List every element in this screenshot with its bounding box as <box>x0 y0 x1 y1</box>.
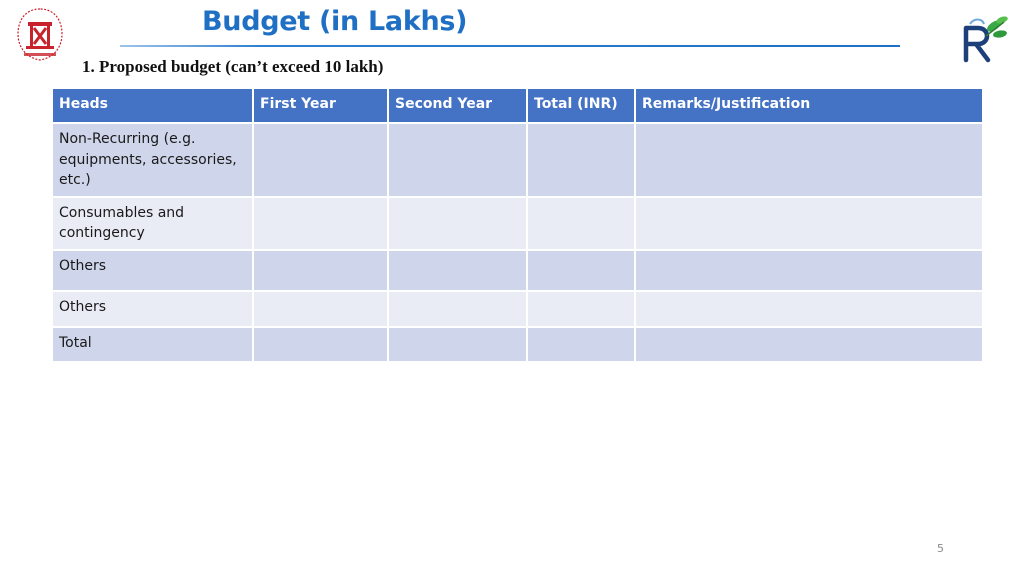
cell-first-year <box>253 197 388 250</box>
header-total-inr: Total (INR) <box>527 88 635 123</box>
table-row <box>52 250 983 291</box>
cell-remarks <box>635 291 983 327</box>
cell-total <box>527 250 635 291</box>
cell-second-year <box>388 250 527 291</box>
row-head-consumables: Consumables and contingency <box>52 197 253 250</box>
cell-total <box>527 123 635 197</box>
header-remarks: Remarks/Justification <box>635 88 983 123</box>
cell-total <box>527 291 635 327</box>
cell-second-year <box>388 197 527 250</box>
cell-first-year <box>253 327 388 362</box>
row-head-others: Others <box>52 250 253 291</box>
cell-remarks <box>635 123 983 197</box>
cell-second-year <box>388 123 527 197</box>
cell-first-year <box>253 123 388 197</box>
row-head-non-recurring: Non-Recurring (e.g. equipments, accessories, etc.) <box>52 123 253 197</box>
slide-title: Budget (in Lakhs) <box>202 6 468 37</box>
row-head-others-2: Others <box>52 291 253 327</box>
section-subtitle: 1. Proposed budget (can’t exceed 10 lakh) <box>82 57 384 76</box>
table-row <box>52 291 983 327</box>
table-row <box>52 197 983 250</box>
institute-emblem-logo <box>14 6 66 64</box>
cell-total <box>527 197 635 250</box>
cell-remarks <box>635 250 983 291</box>
cell-first-year <box>253 291 388 327</box>
cell-first-year <box>253 250 388 291</box>
r-leaf-logo <box>956 14 1010 64</box>
cell-total <box>527 327 635 362</box>
cell-second-year <box>388 327 527 362</box>
cell-second-year <box>388 291 527 327</box>
row-head-total: Total <box>52 327 253 362</box>
title-underline <box>120 45 900 47</box>
table-header-row <box>52 88 983 123</box>
header-heads: Heads <box>52 88 253 123</box>
table-row <box>52 327 983 362</box>
header-second-year: Second Year <box>388 88 527 123</box>
budget-table <box>51 87 984 363</box>
page-number: 5 <box>937 542 944 555</box>
header-first-year: First Year <box>253 88 388 123</box>
cell-remarks <box>635 327 983 362</box>
table-row <box>52 123 983 197</box>
cell-remarks <box>635 197 983 250</box>
